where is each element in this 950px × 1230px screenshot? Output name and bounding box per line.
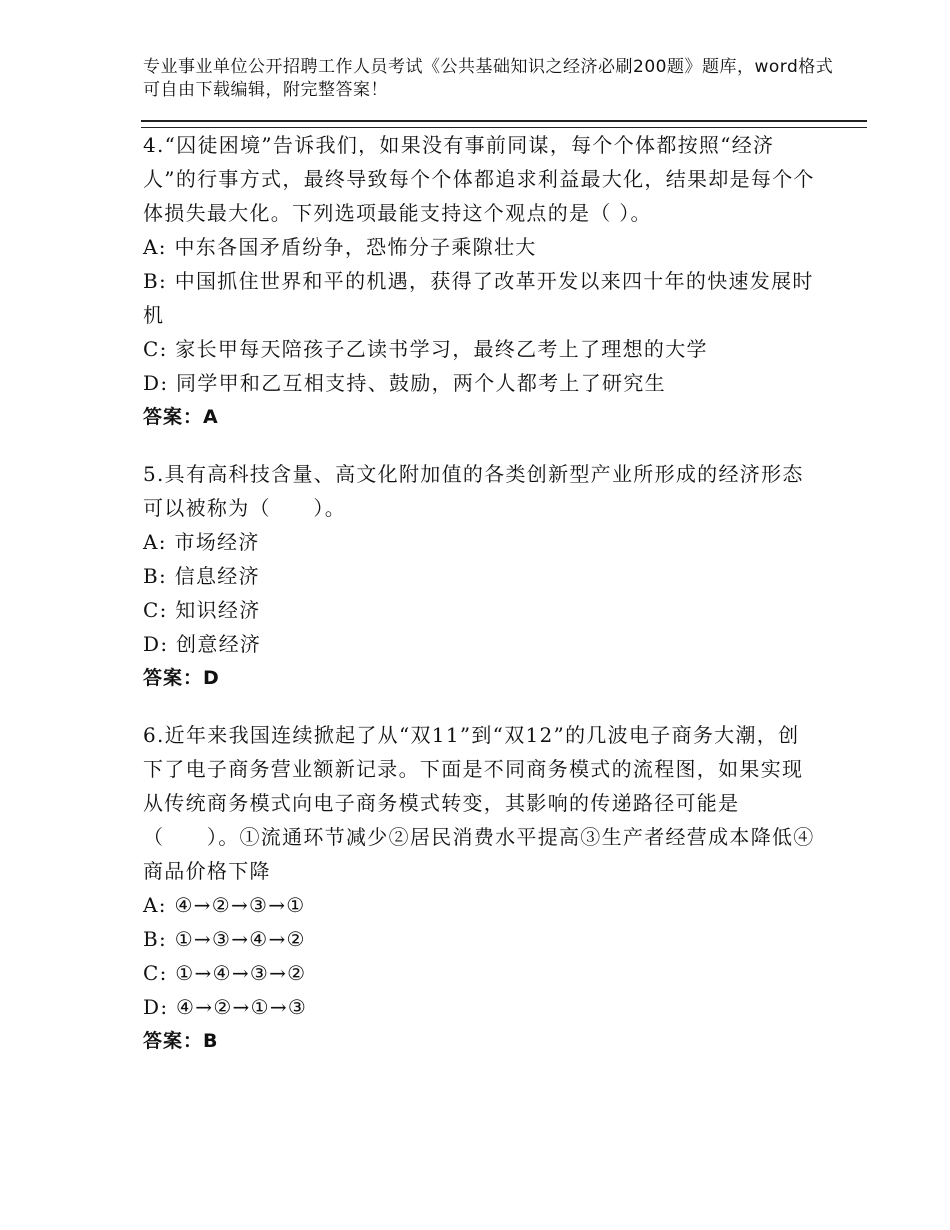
option-c: C: ①→④→③→② bbox=[143, 961, 307, 985]
option-c: C: 家长甲每天陪孩子乙读书学习，最终乙考上了理想的大学 bbox=[143, 337, 708, 361]
option-c: C: 知识经济 bbox=[143, 598, 261, 622]
option-d: D: 同学甲和乙互相支持、鼓励，两个人都考上了研究生 bbox=[143, 371, 666, 395]
question-stem: 6.近年来我国连续掀起了从“双11”到“双12”的几波电子商务大潮，创下了电子商务营业额新记录。下面是不同商务模式的流程图，如果实现从传统商务模式向电子商务模式转变，其影响的传递路径可能是（ ）。①流通环节减少②居民消费水平提高③生产者经营成本降低④商品价格下降 bbox=[143, 723, 815, 883]
document-header bbox=[143, 56, 843, 102]
question-6 bbox=[143, 718, 818, 1058]
option-d: D: 创意经济 bbox=[143, 632, 262, 656]
answer-label: 答案：B bbox=[143, 1030, 219, 1052]
option-a: A: 市场经济 bbox=[143, 530, 260, 554]
option-b: B: 中国抓住世界和平的机遇，获得了改革开发以来四十年的快速发展时机 bbox=[143, 269, 814, 327]
question-stem: 4.“囚徒困境”告诉我们，如果没有事前同谋，每个个体都按照“经济人”的行事方式，最终导致每个个体都追求利益最大化，结果却是每个个体损失最大化。下列选项最能支持这个观点的是（ ）。 bbox=[143, 133, 815, 225]
answer-label: 答案：A bbox=[143, 406, 219, 428]
header-title: 专业事业单位公开招聘工作人员考试《公共基础知识之经济必刷200题》题库，word格式可自由下载编辑，附完整答案！ bbox=[143, 57, 834, 100]
question-stem: 5.具有高科技含量、高文化附加值的各类创新型产业所形成的经济形态可以被称为（ ）。 bbox=[143, 462, 804, 520]
question-5 bbox=[143, 457, 818, 695]
question-4 bbox=[143, 128, 818, 434]
question-list bbox=[143, 128, 818, 1081]
option-a: A: 中东各国矛盾纷争，恐怖分子乘隙壮大 bbox=[143, 235, 537, 259]
header-divider bbox=[141, 120, 867, 128]
answer-label: 答案：D bbox=[143, 667, 220, 689]
option-b: B: 信息经济 bbox=[143, 564, 260, 588]
option-d: D: ④→②→①→③ bbox=[143, 995, 308, 1019]
option-a: A: ④→②→③→① bbox=[143, 893, 306, 917]
option-b: B: ①→③→④→② bbox=[143, 927, 306, 951]
